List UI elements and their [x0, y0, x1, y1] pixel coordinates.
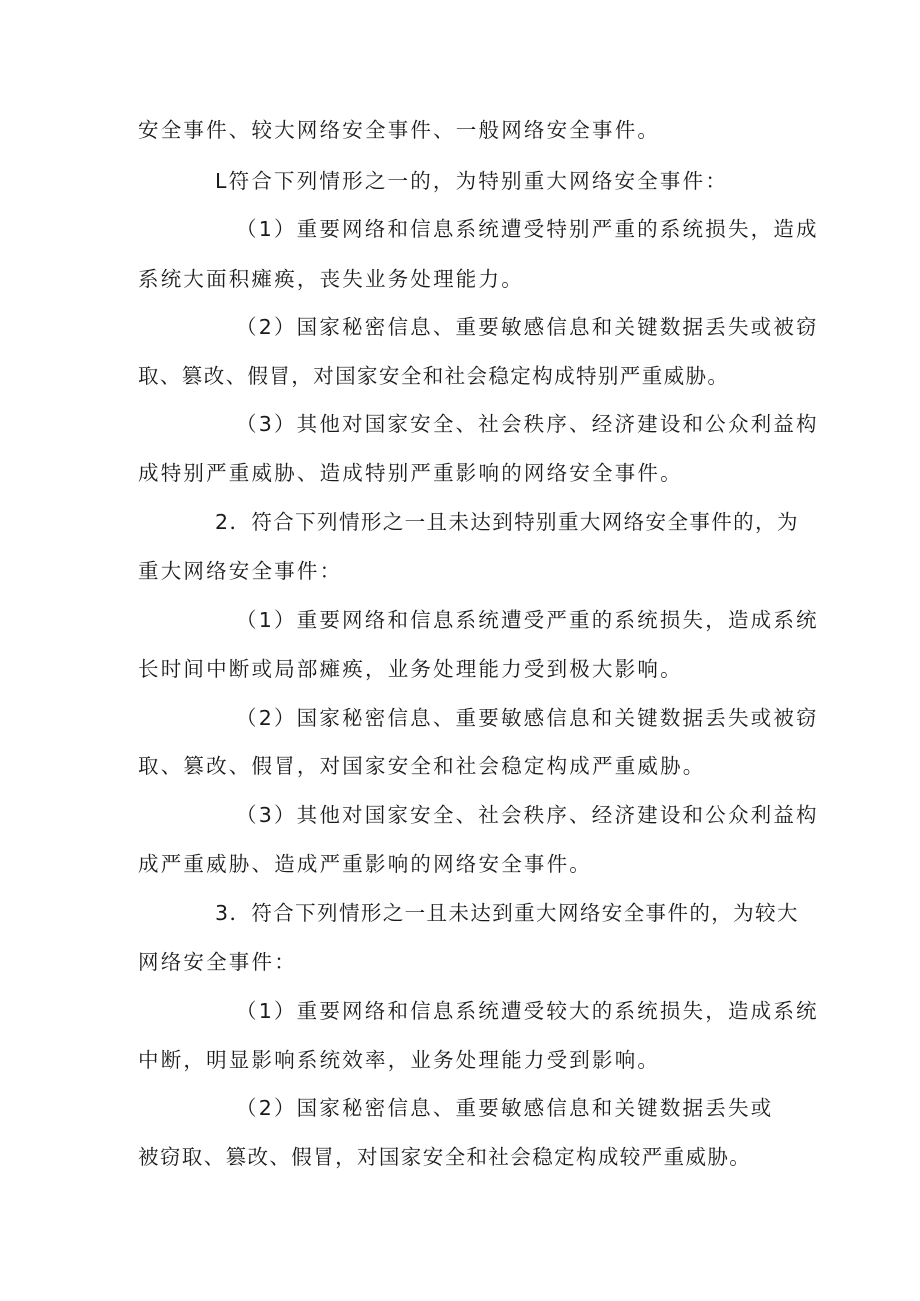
- text-line-15: （3）其他对国家安全、社会秩序、经济建设和公众利益构: [236, 803, 819, 827]
- text-line-2: L符合下列情形之一的，为特别重大网络安全事件：: [215, 169, 729, 193]
- text-line-16: 成严重威胁、造成严重影响的网络安全事件。: [138, 852, 592, 876]
- text-line-8: 成特别严重威胁、造成特别严重影响的网络安全事件。: [138, 461, 683, 485]
- text-line-7: （3）其他对国家安全、社会秩序、经济建设和公众利益构: [236, 412, 819, 436]
- text-line-18: 网络安全事件：: [138, 950, 297, 974]
- text-line-19: （1）重要网络和信息系统遭受较大的系统损失，造成系统: [236, 999, 819, 1023]
- text-line-14: 取、篡改、假冒，对国家安全和社会稳定构成严重威胁。: [138, 754, 706, 778]
- text-line-13: （2）国家秘密信息、重要敏感信息和关键数据丢失或被窃: [236, 706, 819, 730]
- text-line-10: 重大网络安全事件：: [138, 559, 343, 583]
- text-line-3: （1）重要网络和信息系统遭受特别严重的系统损失，造成: [236, 217, 819, 241]
- text-line-11: （1）重要网络和信息系统遭受严重的系统损失，造成系统: [236, 608, 819, 632]
- text-line-12: 长时间中断或局部瘫痪，业务处理能力受到极大影响。: [138, 657, 683, 681]
- text-line-5: （2）国家秘密信息、重要敏感信息和关键数据丢失或被窃: [236, 315, 819, 339]
- text-line-22: 被窃取、篡改、假冒，对国家安全和社会稳定构成较严重威胁。: [138, 1145, 752, 1169]
- text-line-20: 中断，明显影响系统效率，业务处理能力受到影响。: [138, 1048, 661, 1072]
- text-line-6: 取、篡改、假冒，对国家安全和社会稳定构成特别严重威胁。: [138, 364, 730, 388]
- text-line-21: （2）国家秘密信息、重要敏感信息和关键数据丢失或: [236, 1096, 774, 1120]
- text-line-9: 2．符合下列情形之一且未达到特别重大网络安全事件的，为: [215, 510, 799, 534]
- text-line-4: 系统大面积瘫痪，丧失业务处理能力。: [138, 267, 524, 291]
- text-line-17: 3．符合下列情形之一且未达到重大网络安全事件的，为较大: [215, 901, 799, 925]
- text-line-1: 安全事件、较大网络安全事件、一般网络安全事件。: [138, 118, 661, 142]
